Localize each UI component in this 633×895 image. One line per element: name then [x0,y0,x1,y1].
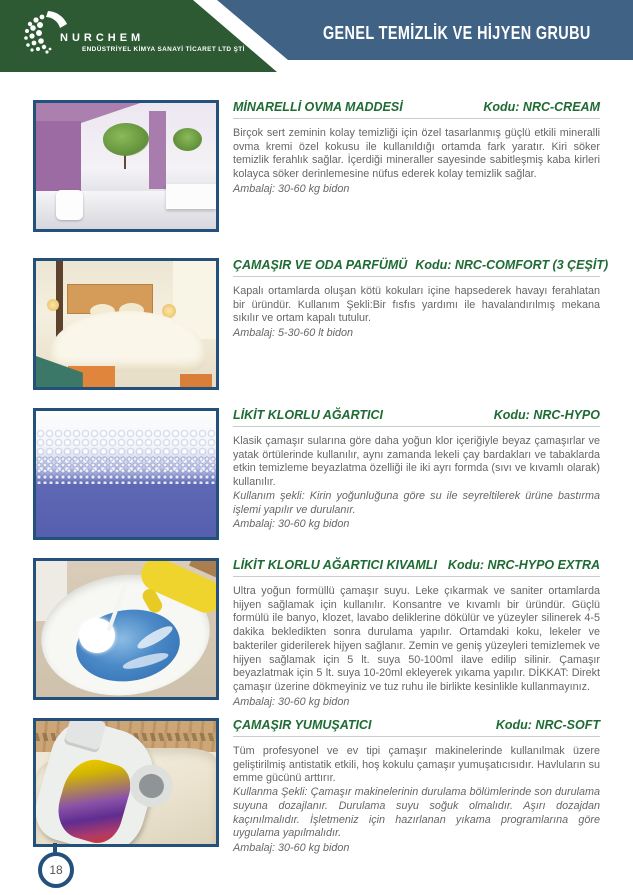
title-rule [233,736,600,737]
product-description: Tüm profesyonel ve ev tipi çamaşır makinelerinde kullanılmak üzere geliştirilmiş antistatik etkili, hoş kokulu çamaşır yumuşatıcısıdır. Havluların su emme gücünü arttırır. [233,745,600,785]
detergent-bottle-photo [33,718,219,847]
page-number: 18 [49,863,63,877]
product-code: Kodu: NRC-COMFORT (3 ÇEŞİT) [415,258,609,272]
logo-subtitle: ENDÜSTRİYEL KİMYA SANAYİ TİCARET LTD ŞTİ [82,46,245,53]
hotel-bedroom-photo [33,258,219,390]
product-text [233,100,600,196]
product-title: MİNARELLİ OVMA MADDESİ [233,100,403,114]
product-title: ÇAMAŞIR VE ODA PARFÜMÜ [233,258,408,272]
product-description: Birçok sert zeminin kolay temizliği için özel tasarlanmış güçlü etkili mineralli ovma kremi özel kokusu ile kullanıldığı ortamda fark yaratır. Kiri söker temizlik ferahlık sağlar. İçerdiği mineraller sayesinde sabitleşmiş kaba kirleri kolayca söker derinlemesine nüfus ederek kolay temizlik sağlar. [233,127,600,181]
product-title: LİKİT KLORLU AĞARTICI [233,408,383,422]
title-rule [233,276,600,277]
product-text [233,408,600,531]
product-section [33,718,600,868]
title-rule [233,426,600,427]
product-title: ÇAMAŞIR YUMUŞATICI [233,718,372,732]
product-text [233,558,600,709]
product-section [33,100,600,258]
page-header [0,0,633,72]
product-section [33,258,609,408]
product-text [233,258,609,340]
product-usage: Kullanma Şekli: Çamaşır makinelerinin durulama bölümlerinde son durulama suyuna dozajlanır. Durulama suyu soğuk olmalıdır. Aşırı dozajdan kaçınılmalıdır. İşletmeniz için hazırlanan yıkama programlarına göre uygulama yapılmalıdır. [233,786,600,840]
product-description: Ultra yoğun formüllü çamaşır suyu. Leke çıkarmak ve saniter ortamlarda hijyen sağlamak için kullanılır. Konsantre ve kıvamlı bir üründür. Güçlü formülü ile banyo, klozet, lavabo deliklerine dökülür ve yüzeyler silinerek 4-5 dakika bekledikten sonra durulama yapılır. Ortamdaki koku, lekeler ve bakteriler giderilerek hijyen sağlanır. Zemin ve geniş yüzeyleri temizlemek ve hijyen sağlamak için 5 lt. suya 50-100ml ilave edilip silinir. Çamaşır beyazlatmak için 5 lt. suya 10-20ml ekleyerek yıkama yapılır. DİKKAT: Direkt çamaşır üzerine dökmeyiniz ve tuz ruhu ile birlikte kesinlikle kullanmayınız. [233,585,600,693]
product-code: Kodu: NRC-HYPO EXTRA [447,558,600,572]
title-rule [233,118,600,119]
blue-foam-photo [33,408,219,540]
product-packaging: Ambalaj: 5-30-60 lt bidon [233,327,354,340]
product-section [33,408,600,558]
page-number-badge [38,852,74,888]
product-list [0,72,633,868]
product-title: LİKİT KLORLU AĞARTICI KIVAMLI [233,558,437,572]
product-packaging: Ambalaj: 30-60 kg bidon [233,841,350,854]
product-packaging: Ambalaj: 30-60 kg bidon [233,518,350,531]
product-packaging: Ambalaj: 30-60 kg bidon [233,182,350,195]
logo-name: NURCHEM [60,32,145,44]
product-code: Kodu: NRC-HYPO [493,408,600,422]
bathroom-photo [33,100,219,232]
page-title: GENEL TEMİZLİK VE HİJYEN GRUBU [323,23,591,43]
product-code: Kodu: NRC-CREAM [483,100,600,114]
title-rule [233,576,600,577]
product-description: Kapalı ortamlarda oluşan kötü kokuları içine hapsederek havayı ferahlatan bir üründür. Kullanım Şekli:Bir fısfıs yardımı ile havalandırılmış mekana sıkılır ve ortam kapalı tutulur. [233,285,600,325]
product-usage: Kullanım şekli: Kirin yoğunluğuna göre su ile seyreltilerek ürüne bastırma işlemi yapılır ve durulanır. [233,489,600,516]
product-text [233,718,600,855]
product-section [33,558,600,718]
product-description: Klasik çamaşır sularına göre daha yoğun klor içeriğiyle beyaz çamaşırlar ve yatak örtülerinde kullanılır, aynı zamanda lekeli çay bardakları ve tabaklarda etkin temizleme beyazlatma özelliği ile iki ayrı formda (sıvı ve kıvamlı olarak) kullanılır. [233,435,600,489]
product-packaging: Ambalaj: 30-60 kg bidon [233,695,350,708]
logo-text [60,32,245,53]
toilet-cleaning-photo [33,558,219,700]
company-logo [20,8,245,60]
product-code: Kodu: NRC-SOFT [495,718,600,732]
